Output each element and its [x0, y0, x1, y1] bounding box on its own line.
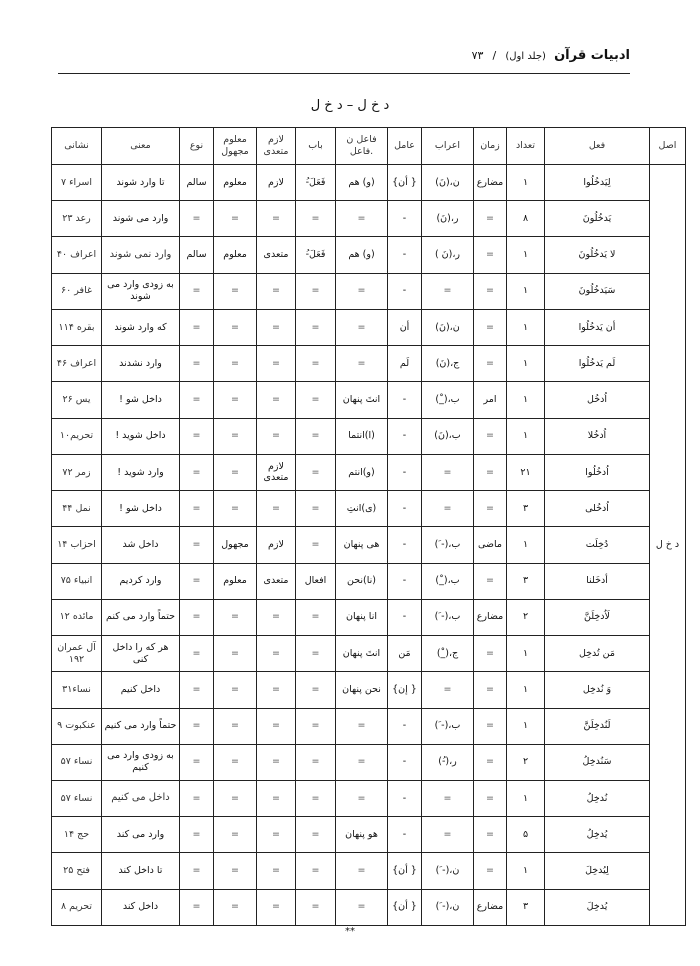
- subject-cell: (و)انتم: [336, 454, 388, 490]
- governor-cell: -: [388, 454, 422, 490]
- verb-cell: وَ نُدخِل: [545, 672, 650, 708]
- case-cell: ن،(- َ): [422, 889, 474, 925]
- table-row: [52, 527, 686, 563]
- subject-cell: انا پنهان: [336, 599, 388, 635]
- subject-cell: انتَ پنهان: [336, 382, 388, 418]
- subject-cell: =: [336, 708, 388, 744]
- pattern-cell: =: [296, 491, 336, 527]
- meaning-cell: وارد نشدند: [102, 346, 180, 382]
- type-cell: =: [180, 418, 214, 454]
- governor-cell: أن: [388, 309, 422, 345]
- case-cell: ب،(- َ): [422, 527, 474, 563]
- table-row: [52, 201, 686, 237]
- table-row: [52, 672, 686, 708]
- transitivity-cell: =: [257, 780, 296, 816]
- reference-cell: انبیاء ۷۵: [52, 563, 102, 599]
- governor-cell: -: [388, 418, 422, 454]
- table-row: [52, 599, 686, 635]
- meaning-cell: تا داخل کند: [102, 853, 180, 889]
- transitivity-cell: متعدی: [257, 237, 296, 273]
- verb-cell: اُدخُلُوا: [545, 454, 650, 490]
- type-cell: سالم: [180, 165, 214, 201]
- governor-cell: -: [388, 491, 422, 527]
- voice-cell: =: [214, 599, 257, 635]
- subject-cell: نحن پنهان: [336, 672, 388, 708]
- subject-cell: هو پنهان: [336, 817, 388, 853]
- book-title: ادبیات قرآن: [554, 48, 630, 63]
- origin-cell: د خ ل: [650, 165, 686, 926]
- subject-cell: (و) هم: [336, 165, 388, 201]
- case-cell: =: [422, 817, 474, 853]
- reference-cell: رعد ۲۳: [52, 201, 102, 237]
- header-rule: [58, 73, 630, 74]
- transitivity-cell: =: [257, 744, 296, 780]
- reference-cell: نساء۳۱: [52, 672, 102, 708]
- case-cell: =: [422, 273, 474, 309]
- transitivity-cell: =: [257, 853, 296, 889]
- transitivity-cell: =: [257, 201, 296, 237]
- pattern-cell: =: [296, 527, 336, 563]
- type-cell: =: [180, 636, 214, 672]
- subject-cell: =: [336, 780, 388, 816]
- transitivity-cell: =: [257, 382, 296, 418]
- governor-cell: -: [388, 780, 422, 816]
- transitivity-cell: لازم: [257, 165, 296, 201]
- header-verb: فعل: [545, 128, 650, 165]
- meaning-cell: داخل شوید !: [102, 418, 180, 454]
- case-cell: ن،(- َ): [422, 853, 474, 889]
- count-cell: ۲۱: [507, 454, 545, 490]
- verb-cell: لِیَدخُلُوا: [545, 165, 650, 201]
- footer-mark: **: [345, 926, 355, 937]
- reference-cell: اعراف ۴۰: [52, 237, 102, 273]
- pattern-cell: فَعَلَ-ُ: [296, 237, 336, 273]
- tense-cell: =: [474, 744, 507, 780]
- table-body: [52, 165, 686, 926]
- transitivity-cell: متعدی: [257, 563, 296, 599]
- meaning-cell: تا وارد شوند: [102, 165, 180, 201]
- voice-cell: معلوم: [214, 237, 257, 273]
- pattern-cell: =: [296, 708, 336, 744]
- transitivity-cell: =: [257, 309, 296, 345]
- verb-cell: مَن تُدخِل: [545, 636, 650, 672]
- reference-cell: غافر ۶۰: [52, 273, 102, 309]
- reference-cell: بقره ۱۱۴: [52, 309, 102, 345]
- subject-cell: هی پنهان: [336, 527, 388, 563]
- header-separator: /: [492, 49, 497, 62]
- tense-cell: =: [474, 273, 507, 309]
- subject-cell: (ی)انتِ: [336, 491, 388, 527]
- table-row: [52, 636, 686, 672]
- tense-cell: =: [474, 780, 507, 816]
- reference-cell: زمر ۷۲: [52, 454, 102, 490]
- type-cell: =: [180, 527, 214, 563]
- tense-cell: امر: [474, 382, 507, 418]
- meaning-cell: به زودی وارد می کنیم: [102, 744, 180, 780]
- header-transitivity: لازم متعدی: [257, 128, 296, 165]
- verb-cell: اُدخُلا: [545, 418, 650, 454]
- verb-cell: لِیُدخِلَ: [545, 853, 650, 889]
- table-row: [52, 418, 686, 454]
- verb-cell: لا یَدخُلُونَ: [545, 237, 650, 273]
- meaning-cell: حتماً وارد می کنیم: [102, 708, 180, 744]
- type-cell: =: [180, 563, 214, 599]
- type-cell: =: [180, 817, 214, 853]
- pattern-cell: =: [296, 454, 336, 490]
- voice-cell: =: [214, 454, 257, 490]
- voice-cell: =: [214, 708, 257, 744]
- governor-cell: -: [388, 382, 422, 418]
- governor-cell: -: [388, 237, 422, 273]
- header-tense: زمان: [474, 128, 507, 165]
- pattern-cell: =: [296, 780, 336, 816]
- table-row: [52, 454, 686, 490]
- tense-cell: =: [474, 853, 507, 889]
- transitivity-cell: =: [257, 672, 296, 708]
- pattern-cell: =: [296, 382, 336, 418]
- pattern-cell: =: [296, 889, 336, 925]
- subject-cell: =: [336, 346, 388, 382]
- governor-cell: { أن}: [388, 853, 422, 889]
- type-cell: سالم: [180, 237, 214, 273]
- count-cell: ۱: [507, 527, 545, 563]
- governor-cell: لَم: [388, 346, 422, 382]
- case-cell: =: [422, 672, 474, 708]
- header-pattern: باب: [296, 128, 336, 165]
- case-cell: =: [422, 780, 474, 816]
- count-cell: ۱: [507, 309, 545, 345]
- type-cell: =: [180, 672, 214, 708]
- subject-cell: =: [336, 273, 388, 309]
- subject-cell: (ا)انتما: [336, 418, 388, 454]
- header-origin: اصل: [650, 128, 686, 165]
- pattern-cell: =: [296, 817, 336, 853]
- subject-cell: =: [336, 744, 388, 780]
- table-row: [52, 817, 686, 853]
- count-cell: ۵: [507, 817, 545, 853]
- verb-cell: اُدخُلی: [545, 491, 650, 527]
- case-cell: ب،(_ْ): [422, 382, 474, 418]
- type-cell: =: [180, 201, 214, 237]
- count-cell: ۱: [507, 672, 545, 708]
- meaning-cell: به زودی وارد می شوند: [102, 273, 180, 309]
- header-voice: معلوم مجهول: [214, 128, 257, 165]
- voice-cell: =: [214, 889, 257, 925]
- reference-cell: تحریم ۸: [52, 889, 102, 925]
- subject-cell: =: [336, 853, 388, 889]
- governor-cell: { إن}: [388, 672, 422, 708]
- voice-cell: =: [214, 418, 257, 454]
- header-reference: نشانی: [52, 128, 102, 165]
- verb-cell: اُدخُل: [545, 382, 650, 418]
- voice-cell: =: [214, 382, 257, 418]
- verb-cell: دُخِلَت: [545, 527, 650, 563]
- verb-cell: نُدخِلُ: [545, 780, 650, 816]
- verb-cell: یُدخِلَ: [545, 889, 650, 925]
- reference-cell: احزاب ۱۴: [52, 527, 102, 563]
- header-count: تعداد: [507, 128, 545, 165]
- count-cell: ۱: [507, 780, 545, 816]
- transitivity-cell: =: [257, 346, 296, 382]
- page-header: [58, 44, 630, 66]
- transitivity-cell: =: [257, 599, 296, 635]
- table-row: [52, 853, 686, 889]
- case-cell: ب،(- َ): [422, 708, 474, 744]
- meaning-cell: وارد می کند: [102, 817, 180, 853]
- type-cell: =: [180, 744, 214, 780]
- reference-cell: فتح ۲۵: [52, 853, 102, 889]
- meaning-cell: داخل می کنیم: [102, 780, 180, 816]
- case-cell: ب،(نَ): [422, 418, 474, 454]
- case-cell: ر،(نَ): [422, 201, 474, 237]
- tense-cell: =: [474, 309, 507, 345]
- type-cell: =: [180, 454, 214, 490]
- header-governor: عامل: [388, 128, 422, 165]
- meaning-cell: وارد شوید !: [102, 454, 180, 490]
- type-cell: =: [180, 780, 214, 816]
- case-cell: ج،(_ْ): [422, 636, 474, 672]
- reference-cell: یس ۲۶: [52, 382, 102, 418]
- transitivity-cell: =: [257, 889, 296, 925]
- pattern-cell: =: [296, 744, 336, 780]
- pattern-cell: =: [296, 672, 336, 708]
- reference-cell: نمل ۴۴: [52, 491, 102, 527]
- table-row: [52, 744, 686, 780]
- governor-cell: -: [388, 527, 422, 563]
- reference-cell: مائده ۱۲: [52, 599, 102, 635]
- transitivity-cell: لازم: [257, 527, 296, 563]
- voice-cell: =: [214, 201, 257, 237]
- pattern-cell: =: [296, 418, 336, 454]
- header-meaning: معنی: [102, 128, 180, 165]
- pattern-cell: =: [296, 273, 336, 309]
- transitivity-cell: لازم متعدی: [257, 454, 296, 490]
- governor-cell: { أن}: [388, 889, 422, 925]
- reference-cell: عنکبوت ۹: [52, 708, 102, 744]
- verb-cell: أن یَدخُلُوا: [545, 309, 650, 345]
- governor-cell: -: [388, 599, 422, 635]
- voice-cell: =: [214, 853, 257, 889]
- type-cell: =: [180, 889, 214, 925]
- transitivity-cell: =: [257, 273, 296, 309]
- case-cell: ن،(نَ): [422, 309, 474, 345]
- transitivity-cell: =: [257, 817, 296, 853]
- count-cell: ۱: [507, 273, 545, 309]
- type-cell: =: [180, 708, 214, 744]
- table-row: [52, 563, 686, 599]
- case-cell: ج،(نَ): [422, 346, 474, 382]
- tense-cell: مضارع: [474, 599, 507, 635]
- count-cell: ۳: [507, 889, 545, 925]
- meaning-cell: وارد می شوند: [102, 201, 180, 237]
- tense-cell: =: [474, 346, 507, 382]
- case-cell: ن،(نَ): [422, 165, 474, 201]
- tense-cell: مضارع: [474, 889, 507, 925]
- type-cell: =: [180, 382, 214, 418]
- count-cell: ۲: [507, 599, 545, 635]
- table-row: [52, 708, 686, 744]
- pattern-cell: فَعَلَ-ُ: [296, 165, 336, 201]
- voice-cell: معلوم: [214, 165, 257, 201]
- page-number: ۷۳: [471, 49, 484, 62]
- tense-cell: =: [474, 563, 507, 599]
- count-cell: ۱: [507, 418, 545, 454]
- tense-cell: =: [474, 636, 507, 672]
- meaning-cell: وارد نمی شوند: [102, 237, 180, 273]
- voice-cell: =: [214, 273, 257, 309]
- reference-cell: اعراف ۴۶: [52, 346, 102, 382]
- header-type: نوع: [180, 128, 214, 165]
- governor-cell: -: [388, 201, 422, 237]
- count-cell: ۳: [507, 491, 545, 527]
- tense-cell: =: [474, 817, 507, 853]
- subject-cell: (و) هم: [336, 237, 388, 273]
- pattern-cell: افعال: [296, 563, 336, 599]
- type-cell: =: [180, 853, 214, 889]
- count-cell: ۱: [507, 237, 545, 273]
- voice-cell: =: [214, 817, 257, 853]
- subject-cell: =: [336, 201, 388, 237]
- pattern-cell: =: [296, 853, 336, 889]
- voice-cell: مجهول: [214, 527, 257, 563]
- voice-cell: =: [214, 491, 257, 527]
- subject-cell: =: [336, 889, 388, 925]
- verb-cell: لَنُدخِلَنَّ: [545, 708, 650, 744]
- tense-cell: =: [474, 237, 507, 273]
- case-cell: ب،(_ْ): [422, 563, 474, 599]
- tense-cell: =: [474, 418, 507, 454]
- count-cell: ۸: [507, 201, 545, 237]
- type-cell: =: [180, 309, 214, 345]
- meaning-cell: که وارد شوند: [102, 309, 180, 345]
- meaning-cell: حتماً وارد می کنم: [102, 599, 180, 635]
- table-row: [52, 382, 686, 418]
- tense-cell: =: [474, 708, 507, 744]
- tense-cell: =: [474, 454, 507, 490]
- verb-cell: سَنُدخِلُ: [545, 744, 650, 780]
- table-row: [52, 165, 686, 201]
- meaning-cell: داخل کنیم: [102, 672, 180, 708]
- table-row: [52, 889, 686, 925]
- case-cell: ب،(- َ): [422, 599, 474, 635]
- header-subject: فاعل ن .فاعل: [336, 128, 388, 165]
- reference-cell: آل عمران ۱۹۲: [52, 636, 102, 672]
- table-row: [52, 273, 686, 309]
- reference-cell: نساء ۵۷: [52, 744, 102, 780]
- governor-cell: -: [388, 563, 422, 599]
- table-row: [52, 346, 686, 382]
- meaning-cell: داخل شد: [102, 527, 180, 563]
- voice-cell: معلوم: [214, 563, 257, 599]
- governor-cell: مَن: [388, 636, 422, 672]
- type-cell: =: [180, 491, 214, 527]
- table-header-row: [52, 128, 686, 165]
- verb-cell: أدخَلنا: [545, 563, 650, 599]
- verb-cell: لَم یَدخُلُوا: [545, 346, 650, 382]
- case-cell: =: [422, 491, 474, 527]
- tense-cell: =: [474, 491, 507, 527]
- count-cell: ۱: [507, 165, 545, 201]
- count-cell: ۱: [507, 346, 545, 382]
- volume-label: (جلد اول): [505, 51, 546, 62]
- pattern-cell: =: [296, 309, 336, 345]
- pattern-cell: =: [296, 599, 336, 635]
- governor-cell: -: [388, 744, 422, 780]
- governor-cell: -: [388, 708, 422, 744]
- tense-cell: =: [474, 672, 507, 708]
- tense-cell: مضارع: [474, 165, 507, 201]
- meaning-cell: وارد کردیم: [102, 563, 180, 599]
- header-case: اعراب: [422, 128, 474, 165]
- subject-cell: انتَ پنهان: [336, 636, 388, 672]
- pattern-cell: =: [296, 636, 336, 672]
- pattern-cell: =: [296, 201, 336, 237]
- table-row: [52, 491, 686, 527]
- transitivity-cell: =: [257, 418, 296, 454]
- type-cell: =: [180, 346, 214, 382]
- voice-cell: =: [214, 309, 257, 345]
- subject-cell: (نا)نحن: [336, 563, 388, 599]
- case-cell: ر،(-ُ): [422, 744, 474, 780]
- meaning-cell: داخل شو !: [102, 491, 180, 527]
- count-cell: ۱: [507, 636, 545, 672]
- verb-cell: سَیَدخُلُونَ: [545, 273, 650, 309]
- reference-cell: نساء ۵۷: [52, 780, 102, 816]
- transitivity-cell: =: [257, 636, 296, 672]
- count-cell: ۳: [507, 563, 545, 599]
- type-cell: =: [180, 273, 214, 309]
- meaning-cell: هر که را داخل کنی: [102, 636, 180, 672]
- verb-cell: لَاُدخِلَنَّ: [545, 599, 650, 635]
- voice-cell: =: [214, 744, 257, 780]
- table-row: [52, 780, 686, 816]
- meaning-cell: داخل کند: [102, 889, 180, 925]
- tense-cell: =: [474, 201, 507, 237]
- reference-cell: تحریم۱۰: [52, 418, 102, 454]
- pattern-cell: =: [296, 346, 336, 382]
- governor-cell: { أن}: [388, 165, 422, 201]
- case-cell: =: [422, 454, 474, 490]
- voice-cell: =: [214, 346, 257, 382]
- governor-cell: -: [388, 817, 422, 853]
- case-cell: ر،(نَ ): [422, 237, 474, 273]
- voice-cell: =: [214, 636, 257, 672]
- voice-cell: =: [214, 780, 257, 816]
- count-cell: ۲: [507, 744, 545, 780]
- root-title: د خ ل – د خ ل: [310, 98, 390, 113]
- transitivity-cell: =: [257, 491, 296, 527]
- count-cell: ۱: [507, 853, 545, 889]
- verb-cell: یَدخُلُونَ: [545, 201, 650, 237]
- meaning-cell: داخل شو !: [102, 382, 180, 418]
- type-cell: =: [180, 599, 214, 635]
- count-cell: ۱: [507, 708, 545, 744]
- reference-cell: اسراء ۷: [52, 165, 102, 201]
- table-row: [52, 309, 686, 345]
- transitivity-cell: =: [257, 708, 296, 744]
- verb-analysis-table: [51, 127, 686, 926]
- reference-cell: حج ۱۴: [52, 817, 102, 853]
- voice-cell: =: [214, 672, 257, 708]
- tense-cell: ماضی: [474, 527, 507, 563]
- subject-cell: =: [336, 309, 388, 345]
- governor-cell: -: [388, 273, 422, 309]
- count-cell: ۱: [507, 382, 545, 418]
- table-row: [52, 237, 686, 273]
- verb-cell: یُدخِلُ: [545, 817, 650, 853]
